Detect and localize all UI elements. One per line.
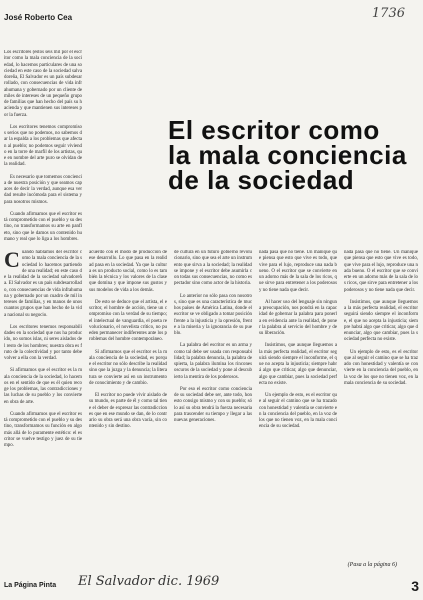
- paragraph: nada pasa que no tiene. Un manique que piensa que esto que vive es todo, que vive para el lujo, reproduce una nada bueno. O el escritor que se convierte en un adorno más de la sala de los ricos, que sirve para entretener a los poderosos y no tiene nada que decir.: [344, 250, 418, 293]
- paragraph: Los escritores tenemos compromisos serios que no podemos, no sabemos dar la espalda a los problemas que afectan al pueblo; no podemos seguir viviendo en la torre de marfil de los artistas, que en nombre del arte puro se olvidan de la realidad.: [4, 124, 82, 168]
- paragraph: nada pasa que no tiene. Un manique que piensa que esto que vive es todo, que vive para el lujo, reproduce una nada bueno. O el escritor que se convierte en un adorno más de la sala de los ricos, que sirve para entretener a los poderosos y no tiene nada que decir.: [259, 250, 337, 293]
- paragraph: Insistimos, que aunque lleguemos a la más perfecta realidad, el escritor seguirá siendo siempre el inconforme, el que no acepta la injusticia; siempre habrá algo que criticar, algo que denunciar, algo que cambiar, pues la sociedad perfecta no existe.: [259, 343, 337, 386]
- paragraph: de cultura en un futuro gobierno revolucionario, sino que sea el arte un instrumento que sirva a la sociedad; la realidad se impone y el escritor debe asumirla con todas sus consecuencias, no como espectador sino como actor de la historia.: [174, 250, 252, 287]
- title-line-2: la mala conciencia: [168, 140, 407, 170]
- paragraph: La palabra del escritor es un arma y como tal debe ser usada con responsabilidad; la palabra denuncia, la palabra despierta, la palabra ilumina los rincones oscuros de la sociedad y pone al descubierto la mentira de los poderosos.: [174, 343, 252, 380]
- drop-cap: C: [4, 250, 20, 272]
- article-column-2: [89, 250, 167, 570]
- paragraph: Lo anterior no sólo pasa con nosotros, sino que es una característica de muchos países de América Latina, donde el escritor se ve obligado a tomar posición frente a la injusticia y la opresión, frente a la miseria y la ignorancia de su pueblo.: [174, 293, 252, 336]
- paragraph: Al hacer uso del lenguaje sin ninguna preocupación, nos pondrá en la capacidad de gobernar la palabra para ponerla en evidencia ante la realidad, de poner la palabra al servicio del hombre y de su liberación.: [259, 299, 337, 336]
- handwritten-annotation: El Salvador dic. 1969: [78, 574, 220, 589]
- title-line-3: de la sociedad: [168, 165, 355, 195]
- article-column-4: [259, 250, 337, 570]
- intro-text: uando hablamos del escritor como la mala conciencia de la sociedad lo hacemos partiendo de una realidad; en este caso de la realidad de la sociedad salvadoreña. El Salvador es un país subdesarrollado, con consecuencias de vida infrahumana y gobernado por un cuadro de mil intereses de familias, y en manos de unos cuantos grupos que han hecho de la vida nacional su negocio.: [4, 250, 82, 318]
- handwritten-number: 1736: [371, 6, 405, 21]
- paragraph: Los escritores (estos seis mil por el escritor como la mala conciencia de la sociedad, lo hacemos particulares de una sociedad en este caso de la sociedad salvadoreña, El Salvador es un país subdesarrollado, con consecuencias de vida infrahumana y gobernado por un cliente de miles de intereses de un pequeño grupo de familias que han hecho del país su hacienda y que mantienen sus intereses por la fuerza.: [4, 50, 82, 118]
- article-column-5: [344, 250, 418, 555]
- paragraph: Los escritores tenemos responsabilidades en la sociedad que nos ha producido, no somos islas, ni seres aislados del resto de los hombres; nuestra obra es fruto de la colectividad y por tanto debe volver a ella con la verdad.: [4, 324, 82, 361]
- paragraph: El escritor no puede vivir aislado de su mundo, es parte de él y como tal tiene el deber de expresar las contradicciones que en ese mundo se dan, de lo contrario su obra será una obra vacía, sin contenido y sin destino.: [89, 393, 167, 430]
- paragraph: Sí afirmamos que el escritor es la mala conciencia de la sociedad, es porque el escritor no sólo describe la realidad sino que la juzga y la denuncia; la literatura se convierte así en un instrumento de conocimiento y de cambio.: [89, 349, 167, 386]
- paragraph: Cuando afirmamos que el escritor está comprometido con el pueblo y su destino, transformamos su función en algo más allá de lo puramente estético: el escritor se vuelve testigo y juez de su tiempo.: [4, 411, 82, 448]
- paragraph: acuerdo con el modo de producción de ese desarrollo. Lo que pasa en la realidad pasa en la sociedad. Ya que la cultura es un producto social, como lo es también la técnica y los valores de la clase que domina y que impone sus gustos y sus modelos de vida a los demás.: [89, 250, 167, 293]
- article-column-1: [4, 250, 82, 570]
- paragraph: Por eso el escritor como conciencia de su sociedad debe ser, ante todo, honesto consigo mismo y con su pueblo; sólo así su obra tendrá la fuerza necesaria para trascender su tiempo y llegar a las nuevas generaciones.: [174, 386, 252, 423]
- page-number: 3: [411, 578, 419, 594]
- paragraph: De esto se deduce que el artista, el escritor, el hombre de acción, tiene un compromiso con la verdad de su tiempo; el intelectual de vanguardia, el poeta revolucionario, el novelista crítico, no pueden permanecer indiferentes ante los problemas del hombre contemporáneo.: [89, 299, 167, 343]
- title-line-1: El escritor como: [168, 115, 380, 145]
- paragraph: Es necesario que tomemos conciencia de nuestra posición y que seamos capaces de decir la verdad, aunque esa verdad resulte incómoda para el sistema y para nosotros mismos.: [4, 174, 82, 205]
- author-name: José Roberto Cea: [4, 13, 73, 22]
- paragraph: Un ejemplo de esto, es el escritor que al seguir el camino que se ha trazado con honestidad y valentía se convierte en la conciencia del pueblo, en la voz de los que no tienen voz, en la mala conciencia de su sociedad.: [344, 349, 418, 386]
- magazine-name: La Página Pinta: [4, 582, 57, 589]
- article-column-3: [174, 250, 252, 570]
- continuation-note: (Pasa a la página 6): [347, 562, 397, 568]
- intro-paragraph: [4, 250, 82, 319]
- paragraph: Insistimos, que aunque lleguemos a la más perfecta realidad, el escritor seguirá siendo siempre el inconforme, el que no acepta la injusticia; siempre habrá algo que criticar, algo que denunciar, algo que cambiar, pues la sociedad perfecta no existe.: [344, 299, 418, 343]
- paragraph: Un ejemplo de esto, es el escritor que al seguir el camino que se ha trazado con honestidad y valentía se convierte en la conciencia del pueblo, en la voz de los que no tienen voz, en la mala conciencia de su sociedad.: [259, 393, 337, 430]
- paragraph: Cuando afirmamos que el escritor está comprometido con el pueblo y su destino, no transformamos su arte en panfleto, sino que le damos un contenido humano y real que lo liga a los hombres.: [4, 211, 82, 242]
- article-title: [168, 115, 408, 195]
- paragraph: Si afirmamos que el escritor es la mala conciencia de la sociedad, lo hacemos en el sentido de que es él quien recoge los problemas, las contradicciones y las luchas de su pueblo y los convierte en obra de arte.: [4, 368, 82, 405]
